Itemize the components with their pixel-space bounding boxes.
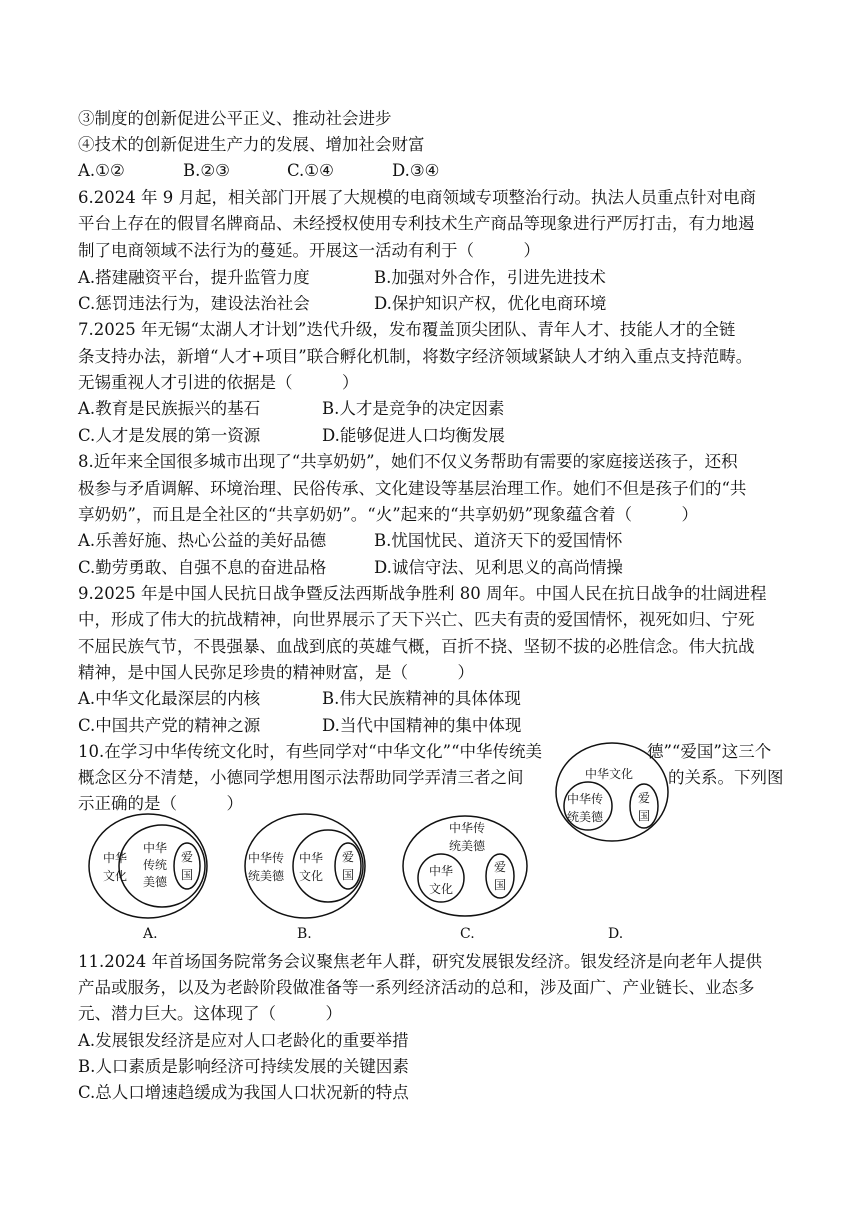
diagram-c-guo: 国 (494, 878, 507, 892)
diagram-c-letter[interactable]: C. (460, 926, 475, 942)
diagram-d-guo: 国 (638, 809, 651, 823)
diagram-d-tongmei: 统美德 (567, 810, 604, 824)
q7-stem-2: 条支持办法，新增“人才+项目”联合孵化机制，将数字经济领域紧缺人才纳入重点支持范畴。 (78, 347, 753, 366)
q9-stem-3: 不屈民族气节，不畏强暴、血战到底的英雄气概，百折不挠、坚韧不拔的必胜信念。伟大抗战 (78, 637, 755, 656)
diagram-d-letter[interactable]: D. (608, 926, 624, 942)
q7-stem-1: 7.2025 年无锡“太湖人才计划”迭代升级，发布覆盖顶尖团队、青年人才、技能人才的全链 (78, 320, 736, 339)
diagram-d-ai: 爱 (638, 791, 651, 805)
diagram-c-zhc: 中华传 (449, 821, 486, 835)
option-b[interactable]: B.②③ (183, 161, 230, 180)
diagram-c-zh: 中华 (429, 864, 454, 878)
diagram-a-guo: 国 (181, 868, 194, 882)
q8-stem-3: 享奶奶”，而且是全社区的“共享奶奶”。“火”起来的“共享奶奶”现象蕴含着（ ） (78, 505, 699, 524)
diagram-b-tongmei: 统美德 (248, 869, 285, 883)
diagram-b-wh: 文化 (299, 869, 324, 883)
q9-stem-4: 精神，是中国人民弥足珍贵的精神财富，是（ ） (78, 663, 474, 682)
q6-stem-1: 6.2024 年 9 月起，相关部门开展了大规模的电商领域专项整治行动。执法人员重点针对电商 (78, 188, 756, 207)
q10-stem-2b: 的关系。下列图 (668, 768, 784, 787)
q11-option-c[interactable]: C.总人口增速趋缓成为我国人口状况新的特点 (78, 1083, 409, 1102)
q9-option-b[interactable]: B.伟大民族精神的具体体现 (322, 689, 521, 708)
statement-4: ④技术的创新促进生产力的发展、增加社会财富 (78, 135, 425, 154)
diagram-a-zh: 中华 (103, 851, 128, 865)
q7-option-d[interactable]: D.能够促进人口均衡发展 (322, 426, 505, 445)
diagram-b-zh: 中华 (299, 851, 324, 865)
q11-option-b[interactable]: B.人口素质是影响经济可持续发展的关键因素 (78, 1057, 409, 1076)
diagram-a-zh2: 中华 (143, 841, 168, 855)
q6-option-c[interactable]: C.惩罚违法行为，建设法治社会 (78, 294, 310, 313)
q8-option-c[interactable]: C.勤劳勇敢、自强不息的奋进品格 (78, 558, 327, 577)
option-d[interactable]: D.③④ (392, 161, 440, 180)
q9-stem-2: 中，形成了伟大的抗战精神，向世界展示了天下兴亡、匹夫有责的爱国情怀，视死如归、宁死 (78, 610, 755, 629)
diagram-c[interactable] (403, 816, 527, 916)
q6-option-b[interactable]: B.加强对外合作，引进先进技术 (374, 268, 606, 287)
diagram-d-title: 中华文化 (585, 767, 634, 781)
diagram-b-outer (245, 814, 365, 918)
q6-stem-3: 制了电商领域不法行为的蔓延。开展这一活动有利于（ ） (78, 241, 540, 260)
diagram-a-meide: 美德 (143, 875, 168, 889)
diagram-b-letter[interactable]: B. (297, 926, 312, 942)
q9-stem-1: 9.2025 年是中国人民抗日战争暨反法西斯战争胜利 80 周年。中国人民在抗日战争的壮阔进程 (78, 584, 767, 603)
q10-stem-1b: 德”“爱国”这三个 (647, 742, 772, 761)
q7-stem-3: 无锡重视人才引进的依据是（ ） (78, 373, 359, 392)
q7-option-a[interactable]: A.教育是民族振兴的基石 (78, 399, 261, 418)
diagram-c-tongmei: 统美德 (449, 839, 486, 853)
q8-option-b[interactable]: B.忧国忧民、道济天下的爱国情怀 (374, 531, 623, 550)
q7-option-c[interactable]: C.人才是发展的第一资源 (78, 426, 261, 445)
diagram-d-zhc: 中华传 (567, 792, 604, 806)
q11-stem-3: 元、潜力巨大。这体现了（ ） (78, 1004, 342, 1023)
diagram-b[interactable] (245, 814, 365, 918)
q11-stem-1: 11.2024 年首场国务院常务会议聚焦老年人群，研究发展银发经济。银发经济是向老年人提供 (78, 952, 762, 971)
diagram-b-middle (293, 830, 363, 902)
q6-stem-2: 平台上存在的假冒名牌商品、未经授权使用专利技术生产商品等现象进行严厉打击，有力地遏 (78, 214, 755, 233)
statement-3: ③制度的创新促进公平正义、推动社会进步 (78, 109, 392, 128)
q10-stem-1a: 10.在学习中华传统文化时，有些同学对“中华文化”“中华传统美 (78, 742, 543, 761)
q9-option-a[interactable]: A.中华文化最深层的内核 (78, 689, 261, 708)
q8-stem-2: 极参与矛盾调解、环境治理、民俗传承、文化建设等基层治理工作。她们不但是孩子们的“共 (78, 479, 747, 498)
q11-stem-2: 产品或服务，以及为老龄阶段做准备等一系列经济活动的总和，涉及面广、产业链长、业态多 (78, 978, 755, 997)
diagram-a-wh: 文化 (103, 869, 128, 883)
option-c[interactable]: C.①④ (287, 161, 334, 180)
diagram-d[interactable] (556, 743, 668, 841)
diagram-b-ai: 爱 (342, 850, 355, 864)
diagram-a-ai: 爱 (181, 850, 194, 864)
diagram-a-chuan: 传统 (143, 858, 168, 872)
diagram-b-zhc: 中华传 (248, 851, 285, 865)
diagram-c-wh: 文化 (429, 882, 454, 896)
diagram-a-letter[interactable]: A. (143, 926, 158, 942)
diagram-c-ai: 爱 (494, 860, 507, 874)
option-a[interactable]: A.①② (78, 161, 125, 180)
diagram-a[interactable] (89, 814, 207, 918)
q9-option-d[interactable]: D.当代中国精神的集中体现 (322, 716, 522, 735)
q8-option-a[interactable]: A.乐善好施、热心公益的美好品德 (78, 531, 327, 550)
q7-option-b[interactable]: B.人才是竞争的决定因素 (322, 399, 505, 418)
q6-option-d[interactable]: D.保护知识产权，优化电商环境 (374, 294, 607, 313)
diagram-b-guo: 国 (342, 868, 355, 882)
q11-option-a[interactable]: A.发展银发经济是应对人口老龄化的重要举措 (78, 1031, 409, 1050)
q8-option-d[interactable]: D.诚信守法、见利思义的高尚情操 (374, 558, 623, 577)
q9-option-c[interactable]: C.中国共产党的精神之源 (78, 716, 261, 735)
q10-stem-2a: 概念区分不清楚，小德同学想用图示法帮助同学弄清三者之间 (78, 768, 524, 787)
q10-stem-3: 示正确的是（ ） (78, 794, 243, 813)
q8-stem-1: 8.近年来全国很多城市出现了“共享奶奶”，她们不仅义务帮助有需要的家庭接送孩子，还积 (78, 452, 738, 471)
q6-option-a[interactable]: A.搭建融资平台，提升监管力度 (78, 268, 310, 287)
